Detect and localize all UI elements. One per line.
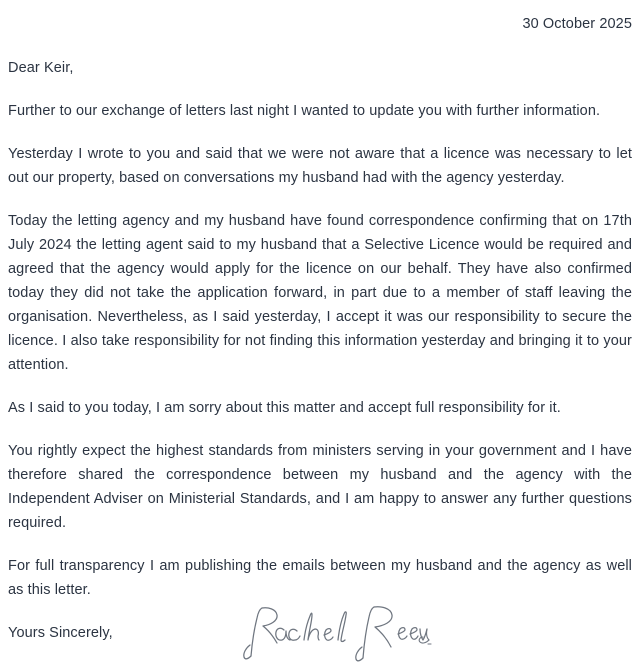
signature	[232, 596, 432, 668]
signature-handwriting-icon	[232, 596, 432, 668]
letter-date: 30 October 2025	[522, 16, 632, 32]
letter-paragraph-3: Today the letting agency and my husband have found correspondence confirming that on 17th July 2024 the letting agent said to my husband that a Selective Licence would be required and agreed that the agency would apply for the licence on our behalf. They have also confirmed today they did not take the application forward, in part due to a member of staff leaving the organisation. Nevertheless, as I said yesterday, I accept it was our responsibility to secure the licence. I also take responsibility for not finding this information yesterday and bringing it to your attention.	[8, 213, 632, 373]
letter-paragraph-2: Yesterday I wrote to you and said that we were not aware that a licence was necessary to let out our property, based on conversations my husband had with the agency yesterday.	[8, 146, 632, 186]
letter-salutation: Dear Keir,	[8, 60, 74, 76]
letter-paragraph-5: You rightly expect the highest standards from ministers serving in your government and I have therefore shared the correspondence between my husband and the agency with the Independent Adviser on Ministerial Standards, and I am happy to answer any further questions required.	[8, 443, 632, 531]
letter-closing: Yours Sincerely,	[8, 625, 113, 641]
letter-document	[8, 0, 632, 672]
letter-paragraph-6: For full transparency I am publishing the emails between my husband and the agency as well as this letter.	[8, 558, 632, 598]
letter-paragraph-4: As I said to you today, I am sorry about this matter and accept full responsibility for it.	[8, 400, 561, 416]
letter-paragraph-1: Further to our exchange of letters last night I wanted to update you with further information.	[8, 103, 601, 119]
